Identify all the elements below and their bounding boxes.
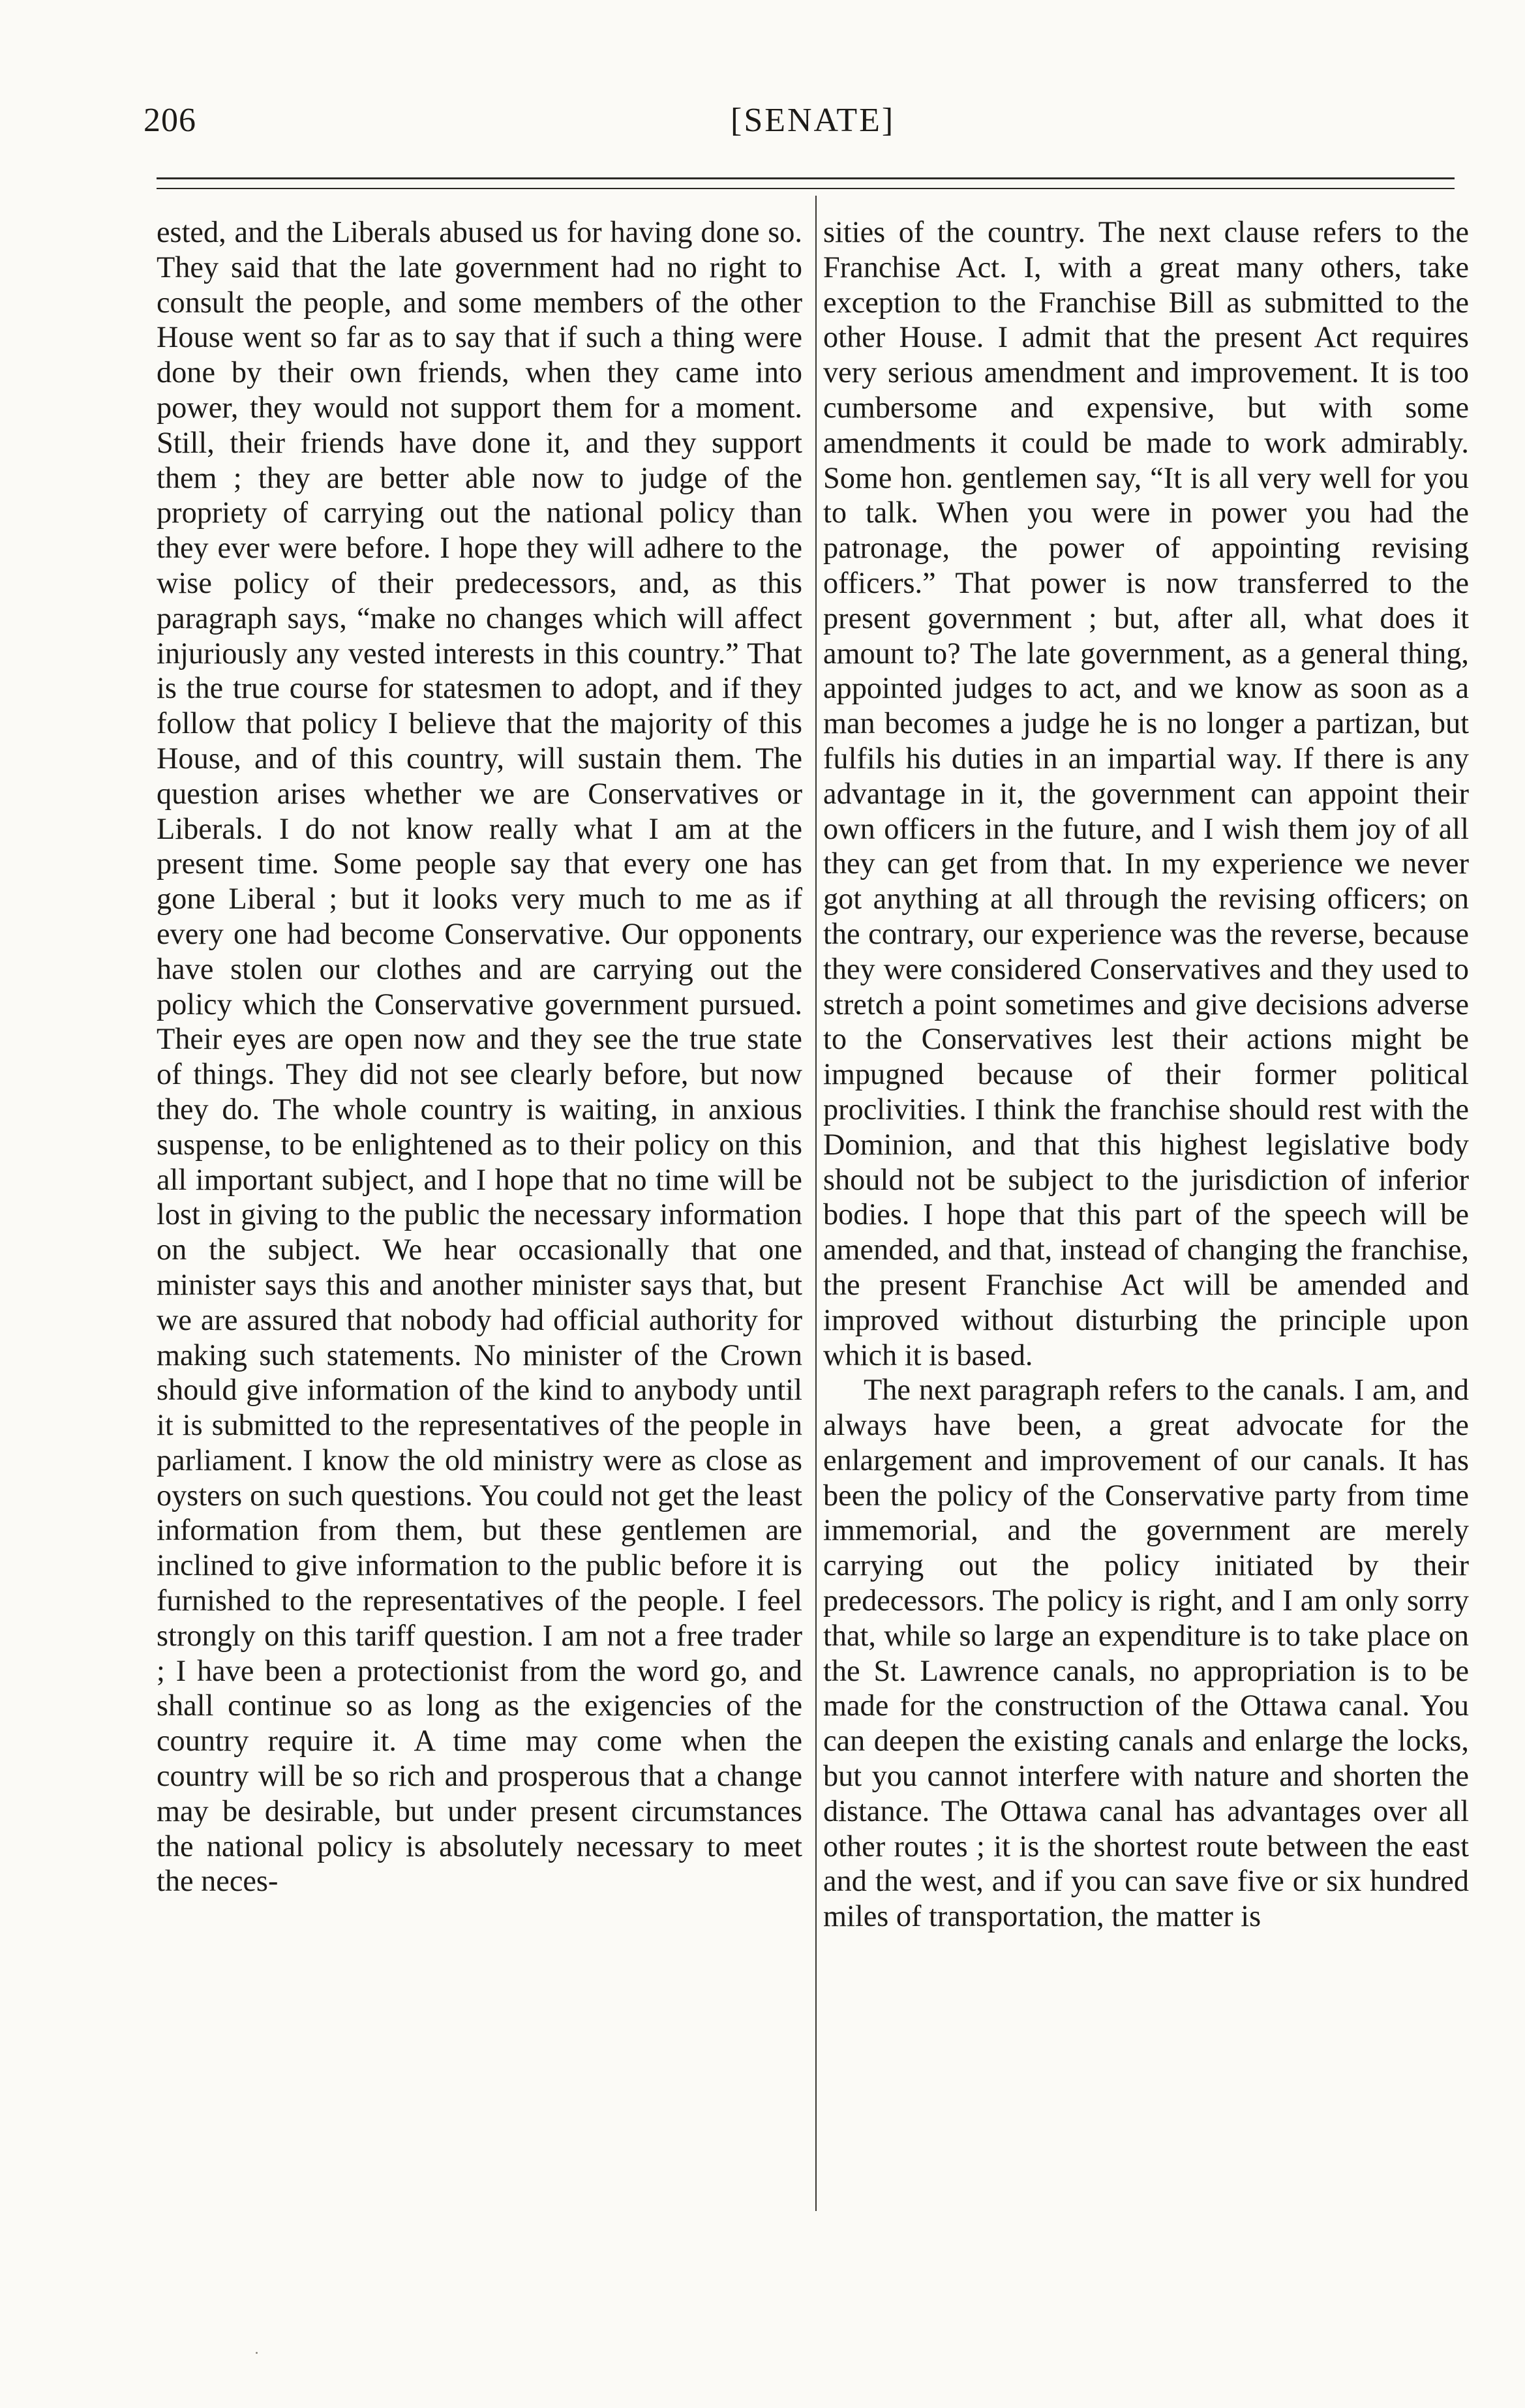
running-head: [SENATE] bbox=[731, 102, 896, 139]
print-speck bbox=[256, 2352, 258, 2354]
header-rule-thin bbox=[157, 188, 1455, 189]
column-divider bbox=[815, 196, 817, 2211]
right-paragraph-2: The next paragraph refers to the canals. I am, and always have been, a great advocate for the enlargement and improvement of our canals. It has been the policy of the Conservative party from time immemorial, and the government are merely carrying out the policy initiated by their predecessors. The policy is right, and I am only sorry that, while so large an expenditure is to take place on the St. Lawrence canals, no appropriation is to be made for the construction of the Ottawa canal. You can deepen the existing canals and enlarge the locks, but you cannot interfere with nature and shorten the distance. The Ottawa canal has advantages over all other routes ; it is the shortest route between the east and the west, and if you can save five or six hundred miles of transportation, the matter is bbox=[823, 1374, 1469, 1934]
left-paragraph-1: ested, and the Liberals abused us for having done so. They said that the late government had no right to consult the people, and some members of the other House went so far as to say that if such a thing were done by their own friends, when they came into power, they would not support them for a moment. Still, their friends have done it, and they support them ; they are better able now to judge of the propriety of carrying out the national policy than they ever were before. I hope they will adhere to the wise policy of their predecessors, and, as this paragraph says, “make no changes which will affect injuriously any vested interests in this country.” That is the true course for statesmen to adopt, and if they follow that policy I believe that the majority of this House, and of this country, will sustain them. The question arises whether we are Conservatives or Liberals. I do not know really what I am at the present time. Some people say that every one has gone Liberal ; but it looks very much to me as if every one had become Conservative. Our opponents have stolen our clothes and are carrying out the policy which the Conservative government pursued. Their eyes are open now and they see the true state of things. They did not see clearly before, but now they do. The whole country is waiting, in anxious suspense, to be enlightened as to their policy on this all important subject, and I hope that no time will be lost in giving to the public the necessary information on the subject. We hear occasionally that one minister says this and another minister says that, but we are assured that nobody had official authority for making such statements. No minister of the Crown should give information of the kind to anybody until it is submitted to the representatives of the people in parliament. I know the old ministry were as close as oysters on such questions. You could not get the least information from them, but these gentlemen are inclined to give information to the public before it is furnished to the representatives of the people. I feel strongly on this tariff question. I am not a free trader ; I have been a protectionist from the word go, and shall continue so as long as the exigencies of the country require it. A time may come when the country will be so rich and prosperous that a change may be desirable, but under present circumstances the national policy is absolutely necessary to meet the neces- bbox=[157, 216, 802, 1899]
left-column bbox=[157, 215, 802, 1899]
right-paragraph-1: sities of the country. The next clause refers to the Franchise Act. I, with a great many others, take exception to the Franchise Bill as submitted to the other House. I admit that the present Act requires very serious amendment and improvement. It is too cumbersome and expensive, but with some amendments it could be made to work admirably. Some hon. gentlemen say, “It is all very well for you to talk. When you were in power you had the patronage, the power of appointing revising officers.” That power is now transferred to the present government ; but, after all, what does it amount to? The late government, as a general thing, appointed judges to act, and we know as soon as a man becomes a judge he is no longer a partizan, but fulfils his duties in an impartial way. If there is any advantage in it, the government can appoint their own officers in the future, and I wish them joy of all they can get from that. In my experience we never got anything at all through the revising officers; on the contrary, our experience was the reverse, because they were considered Conservatives and they used to stretch a point sometimes and give decisions adverse to the Conservatives lest their actions might be impugned because of their former political proclivities. I think the franchise should rest with the Dominion, and that this highest legislative body should not be subject to the jurisdiction of inferior bodies. I hope that this part of the speech will be amended, and that, instead of changing the franchise, the present Franchise Act will be amended and improved without disturbing the principle upon which it is based. bbox=[823, 216, 1469, 1372]
page-number: 206 bbox=[143, 102, 196, 139]
right-column bbox=[823, 215, 1469, 1934]
header-rule-thick bbox=[157, 177, 1455, 179]
page-header bbox=[143, 101, 1461, 147]
